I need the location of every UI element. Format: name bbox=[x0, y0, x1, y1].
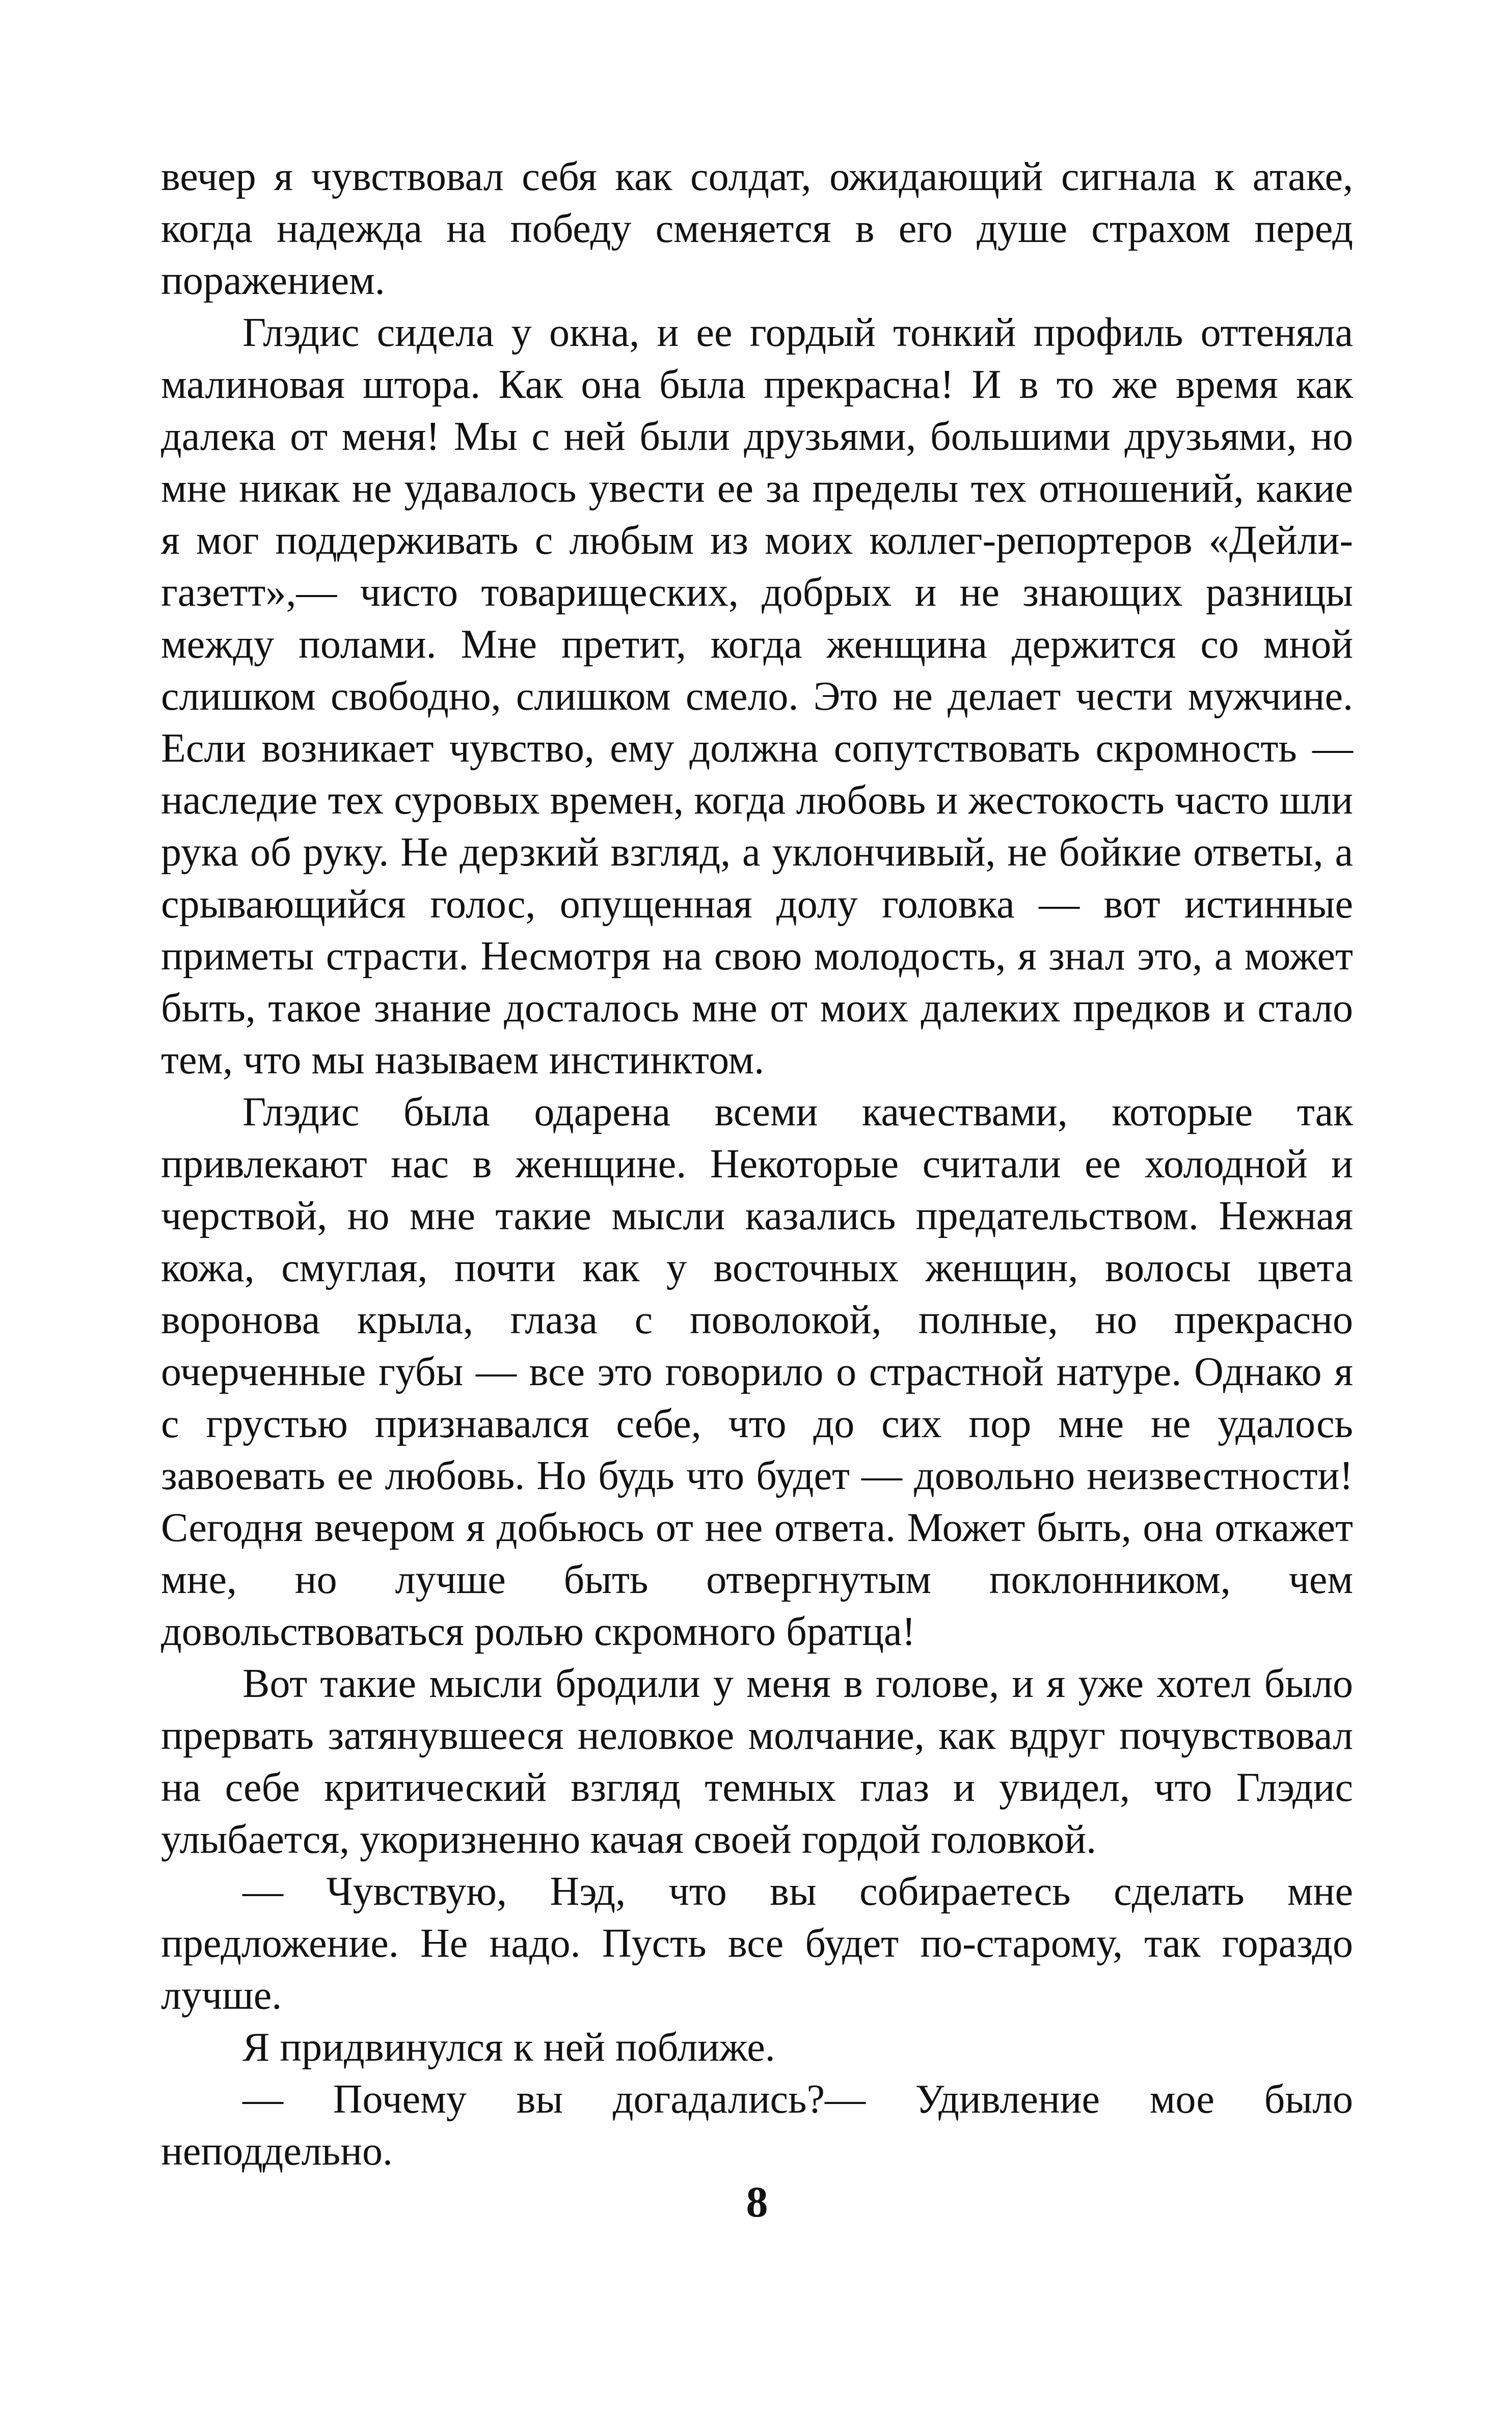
paragraph-4: Вот такие мысли бродили у меня в голове, и я уже хотел было прервать затянувшееся неловкое молчание, как вдруг почувствовал на себе критический взгляд темных глаз и увидел, что Глэдис улыбается, укоризненно качая своей гордой головкой. bbox=[161, 1661, 1353, 1862]
paragraph-1: вечер я чувствовал себя как солдат, ожидающий сигнала к атаке, когда надежда на победу сменяется в его душе страхом перед поражением. bbox=[161, 154, 1353, 303]
paragraph-3: Глэдис была одарена всеми качествами, которые так привлекают нас в женщине. Некоторые считали ее холодной и черствой, но мне такие мысли казались предательством. Нежная кожа, смуглая, почти как у восточных женщин, волосы цвета воронова крыла, глаза с поволокой, полные, но прекрасно очерченные губы — все это говорило о страстной натуре. Однако я с грустью признавался себе, что до сих пор мне не удалось завоевать ее любовь. Но будь что будет — довольно неизвестности! Сегодня вечером я добьюсь от нее ответа. Может быть, она откажет мне, но лучше быть отвергнутым поклонником, чем довольствоваться ролью скромного братца! bbox=[161, 1090, 1353, 1654]
paragraph-7: — Почему вы догадались?— Удивление мое было неподдельно. bbox=[161, 2077, 1353, 2174]
paragraph-6: Я придвинулся к ней поближе. bbox=[242, 2025, 775, 2070]
page-number: 8 bbox=[746, 2177, 768, 2226]
body-text bbox=[161, 151, 1353, 2177]
paragraph-2: Глэдис сидела у окна, и ее гордый тонкий профиль оттеняла малиновая штора. Как она была прекрасна! И в то же время как далека от меня! Мы с ней были друзьями, большими друзьями, но мне никак не удавалось увести ее за пределы тех отношений, какие я мог поддерживать с любым из моих коллег-репортеров «Дейли-газетт»,— чисто товарищеских, добрых и не знающих разницы между полами. Мне претит, когда женщина держится со мной слишком свободно, слишком смело. Это не делает чести мужчине. Если возникает чувство, ему должна сопутствовать скромность — наследие тех суровых времен, когда любовь и жестокость часто шли рука об руку. Не дерзкий взгляд, а уклончивый, не бойкие ответы, а срывающийся голос, опущенная долу головка — вот истинные приметы страсти. Несмотря на свою молодость, я знал это, а может быть, такое знание досталось мне от моих далеких предков и стало тем, что мы называем инстинктом. bbox=[161, 310, 1353, 1083]
book-page bbox=[161, 151, 1353, 2352]
paragraph-5: — Чувствую, Нэд, что вы собираетесь сделать мне предложение. Не надо. Пусть все будет по-старому, так гораздо лучше. bbox=[161, 1869, 1353, 2018]
